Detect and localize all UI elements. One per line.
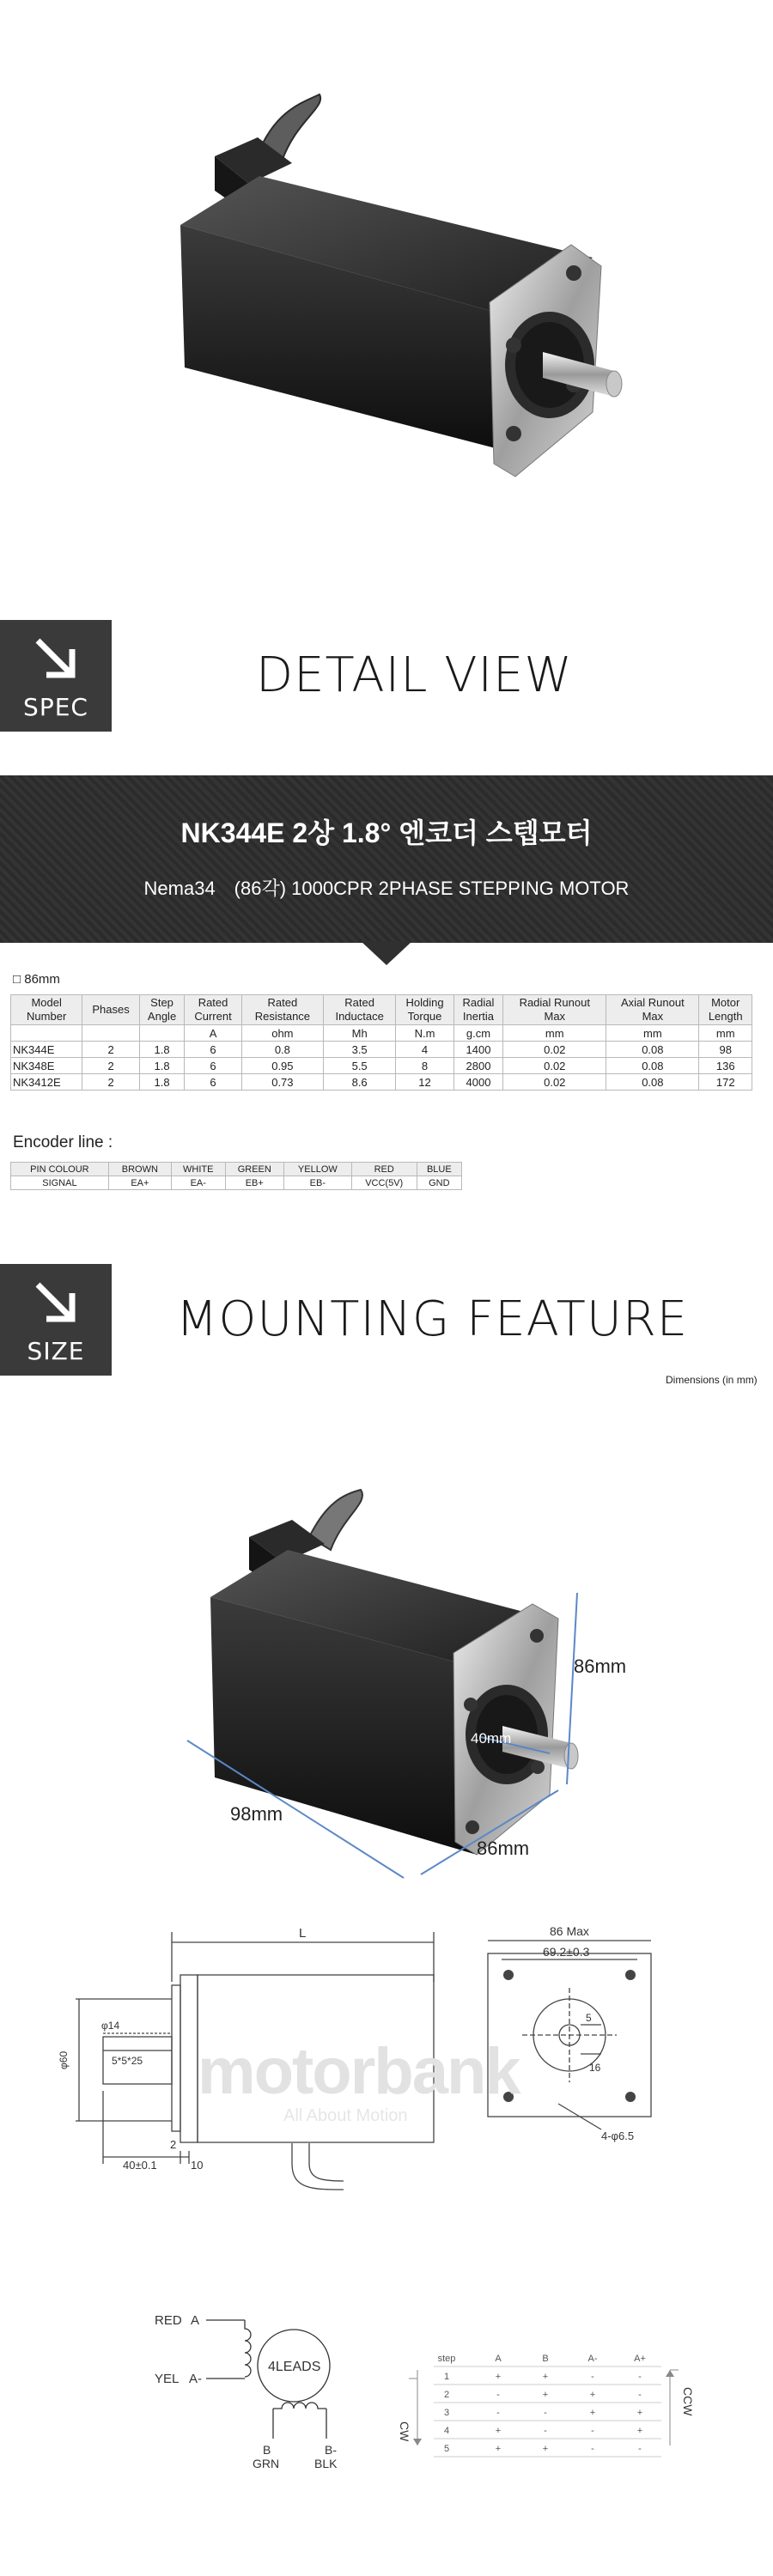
sequence-cell: + xyxy=(542,2372,549,2382)
sequence-header-cell: A- xyxy=(587,2354,598,2364)
side-length-label: L xyxy=(299,1926,307,1941)
front-key-depth-label: 5 xyxy=(586,2012,592,2024)
spec-unit-cell: ohm xyxy=(241,1025,323,1042)
sequence-cell: 1 xyxy=(443,2372,450,2382)
hero-motor-image xyxy=(0,0,773,601)
side-shaft-len-label: 40±0.1 xyxy=(123,2159,157,2172)
spec-header-cell: Motor Length xyxy=(699,995,752,1025)
spec-header-cell: Step Angle xyxy=(139,995,185,1025)
spec-cell: 8.6 xyxy=(323,1074,395,1091)
encoder-line-title: Encoder line : xyxy=(13,1133,113,1151)
spec-cell: 6 xyxy=(185,1042,241,1058)
spec-cell: 0.02 xyxy=(503,1058,606,1074)
sequence-table xyxy=(434,2354,661,2457)
ccw-label: CCW xyxy=(681,2387,695,2416)
spec-cell: NK3412E xyxy=(11,1074,82,1091)
sequence-cell: + xyxy=(542,2390,549,2400)
wire-b-bar-label: B- xyxy=(325,2443,337,2457)
spec-cell: NK344E xyxy=(11,1042,82,1058)
sequence-cell: + xyxy=(495,2426,502,2436)
spec-cell: 0.95 xyxy=(241,1058,323,1074)
spec-cell: 4000 xyxy=(453,1074,503,1091)
encoder-row-label: SIGNAL xyxy=(11,1176,109,1190)
side-step-b-label: 10 xyxy=(191,2159,204,2172)
technical-drawings xyxy=(0,1906,773,2301)
iso-motor-drawing xyxy=(0,1443,773,1889)
spec-cell: 2 xyxy=(82,1058,139,1074)
wire-red-label: RED xyxy=(155,2313,182,2328)
sequence-cell: 5 xyxy=(443,2444,450,2454)
banner-title: NK344E 2상 1.8° 엔코더 스텝모터 xyxy=(180,817,593,848)
spec-unit-cell xyxy=(82,1025,139,1042)
sequence-cell: + xyxy=(495,2444,502,2454)
sequence-header-cell: A xyxy=(495,2354,502,2364)
sequence-cell: - xyxy=(591,2444,594,2454)
spec-cell: 0.08 xyxy=(606,1058,699,1074)
spec-unit-cell: A xyxy=(185,1025,241,1042)
sequence-cell: - xyxy=(591,2426,594,2436)
spec-cell: 5.5 xyxy=(323,1058,395,1074)
encoder-cell: EB- xyxy=(283,1176,351,1190)
encoder-cell: BLUE xyxy=(417,1163,461,1176)
front-pitch-label: 69.2±0.3 xyxy=(543,1945,590,1959)
spec-unit-cell xyxy=(139,1025,185,1042)
side-key-label: 5*5*25 xyxy=(112,2055,143,2067)
sequence-cell: + xyxy=(636,2408,643,2418)
sequence-cell: 3 xyxy=(443,2408,450,2418)
encoder-table xyxy=(10,1162,462,1190)
encoder-cell: GND xyxy=(417,1176,461,1190)
size-label: □ 86mm xyxy=(13,972,60,987)
wire-a-label: A xyxy=(191,2313,200,2328)
spec-cell: 1400 xyxy=(453,1042,503,1058)
sequence-cell: 4 xyxy=(443,2426,450,2436)
sequence-cell: + xyxy=(495,2372,502,2382)
table-row xyxy=(11,1074,752,1091)
sequence-cell: - xyxy=(496,2390,500,2400)
wiring-diagram xyxy=(0,2293,773,2550)
spec-cell: 2 xyxy=(82,1042,139,1058)
spec-header-cell: Phases xyxy=(82,995,139,1025)
front-flat-label: 16 xyxy=(589,2062,601,2074)
spec-cell: 0.08 xyxy=(606,1074,699,1091)
dimensions-note: Dimensions (in mm) xyxy=(666,1374,758,1386)
sequence-cell: - xyxy=(544,2408,547,2418)
spec-cell: 0.02 xyxy=(503,1042,606,1058)
encoder-colour-row xyxy=(11,1163,462,1176)
product-banner xyxy=(0,775,773,943)
spec-cell: 6 xyxy=(185,1074,241,1091)
encoder-cell: RED xyxy=(351,1163,417,1176)
spec-unit-cell xyxy=(11,1025,82,1042)
spec-header-cell: Axial Runout Max xyxy=(606,995,699,1025)
encoder-row-label: PIN COLOUR xyxy=(11,1163,109,1176)
front-width-label: 86 Max xyxy=(550,1924,589,1938)
sequence-header-cell: B xyxy=(542,2354,549,2364)
spec-header-cell: Rated Resistance xyxy=(241,995,323,1025)
sequence-cell: 2 xyxy=(443,2390,450,2400)
side-diameter-label: φ60 xyxy=(58,2050,70,2069)
banner-notch xyxy=(361,941,412,965)
spec-unit-cell: Mh xyxy=(323,1025,395,1042)
encoder-cell: WHITE xyxy=(171,1163,225,1176)
spec-header-cell: Radial Inertia xyxy=(453,995,503,1025)
side-shaft-dia-label: φ14 xyxy=(101,2020,120,2032)
sequence-cell: - xyxy=(638,2444,642,2454)
spec-header-cell: Radial Runout Max xyxy=(503,995,606,1025)
encoder-cell: VCC(5V) xyxy=(351,1176,417,1190)
encoder-cell: GREEN xyxy=(225,1163,283,1176)
spec-cell: 0.73 xyxy=(241,1074,323,1091)
spec-cell: 12 xyxy=(396,1074,453,1091)
wire-yel-label: YEL xyxy=(155,2372,180,2386)
spec-unit-cell: mm xyxy=(699,1025,752,1042)
encoder-cell: EA+ xyxy=(108,1176,171,1190)
table-row xyxy=(11,1042,752,1058)
spec-cell: 6 xyxy=(185,1058,241,1074)
spec-badge xyxy=(0,620,112,732)
spec-cell: 136 xyxy=(699,1058,752,1074)
spec-cell: 4 xyxy=(396,1042,453,1058)
spec-header-cell: Rated Current xyxy=(185,995,241,1025)
spec-unit-cell: N.m xyxy=(396,1025,453,1042)
spec-table-body xyxy=(11,1042,752,1091)
encoder-cell: YELLOW xyxy=(283,1163,351,1176)
encoder-cell: EB+ xyxy=(225,1176,283,1190)
spec-unit-cell: mm xyxy=(606,1025,699,1042)
spec-cell: 3.5 xyxy=(323,1042,395,1058)
spec-unit-cell: g.cm xyxy=(453,1025,503,1042)
spec-table xyxy=(10,994,752,1091)
arrow-down-right-icon xyxy=(33,1279,81,1327)
wire-grn-label: GRN xyxy=(253,2457,280,2470)
spec-cell: 2 xyxy=(82,1074,139,1091)
spec-header-row xyxy=(11,995,752,1025)
spec-units-row xyxy=(11,1025,752,1042)
spec-header-cell: Model Number xyxy=(11,995,82,1025)
iso-height-dim: 86mm xyxy=(574,1656,627,1677)
watermark-brand: motorbank xyxy=(198,2035,520,2108)
spec-cell: 0.08 xyxy=(606,1042,699,1058)
iso-width-dim: 86mm xyxy=(477,1838,530,1859)
spec-unit-cell: mm xyxy=(503,1025,606,1042)
sequence-header-cell: A+ xyxy=(634,2354,646,2364)
spec-cell: 1.8 xyxy=(139,1058,185,1074)
spec-cell: 98 xyxy=(699,1042,752,1058)
side-step-a-label: 2 xyxy=(170,2138,177,2151)
spec-badge-label: SPEC xyxy=(23,693,88,721)
spec-cell: 0.8 xyxy=(241,1042,323,1058)
size-badge xyxy=(0,1264,112,1376)
spec-cell: 8 xyxy=(396,1058,453,1074)
spec-header-cell: Holding Torque xyxy=(396,995,453,1025)
table-row xyxy=(11,1058,752,1074)
watermark-tagline: All About Motion xyxy=(283,2106,408,2125)
wire-leads-label: 4LEADS xyxy=(268,2360,321,2374)
spec-cell: 0.02 xyxy=(503,1074,606,1091)
iso-length-dim: 98mm xyxy=(230,1803,283,1825)
encoder-signal-row xyxy=(11,1176,462,1190)
encoder-cell: EA- xyxy=(171,1176,225,1190)
wire-blk-label: BLK xyxy=(314,2457,338,2470)
encoder-cell: BROWN xyxy=(108,1163,171,1176)
spec-cell: NK348E xyxy=(11,1058,82,1074)
banner-subtitle: Nema34 (86각) 1000CPR 2PHASE STEPPING MOTOR xyxy=(143,878,630,899)
sequence-cell: - xyxy=(591,2372,594,2382)
wire-b-label: B xyxy=(263,2443,271,2457)
spec-cell: 172 xyxy=(699,1074,752,1091)
sequence-cell: + xyxy=(636,2426,643,2436)
size-badge-label: SIZE xyxy=(27,1337,85,1365)
sequence-cell: - xyxy=(544,2426,547,2436)
mounting-feature-title: MOUNTING FEATURE xyxy=(176,1291,689,1347)
sequence-cell: - xyxy=(638,2390,642,2400)
spec-header-cell: Rated Inductace xyxy=(323,995,395,1025)
spec-cell: 1.8 xyxy=(139,1074,185,1091)
front-holes-label: 4-φ6.5 xyxy=(601,2129,635,2142)
sequence-cell: + xyxy=(589,2390,596,2400)
sequence-header-cell: step xyxy=(437,2354,456,2364)
wire-a-bar-label: A- xyxy=(189,2372,202,2386)
cw-label: CW xyxy=(398,2421,411,2442)
sequence-cell: + xyxy=(542,2444,549,2454)
sequence-cell: + xyxy=(589,2408,596,2418)
iso-shaft-dim: 40mm xyxy=(471,1730,512,1747)
sequence-cell: - xyxy=(638,2372,642,2382)
detail-view-title: DETAIL VIEW xyxy=(256,647,573,703)
arrow-down-right-icon xyxy=(33,635,81,683)
sequence-cell: - xyxy=(496,2408,500,2418)
spec-cell: 1.8 xyxy=(139,1042,185,1058)
spec-cell: 2800 xyxy=(453,1058,503,1074)
